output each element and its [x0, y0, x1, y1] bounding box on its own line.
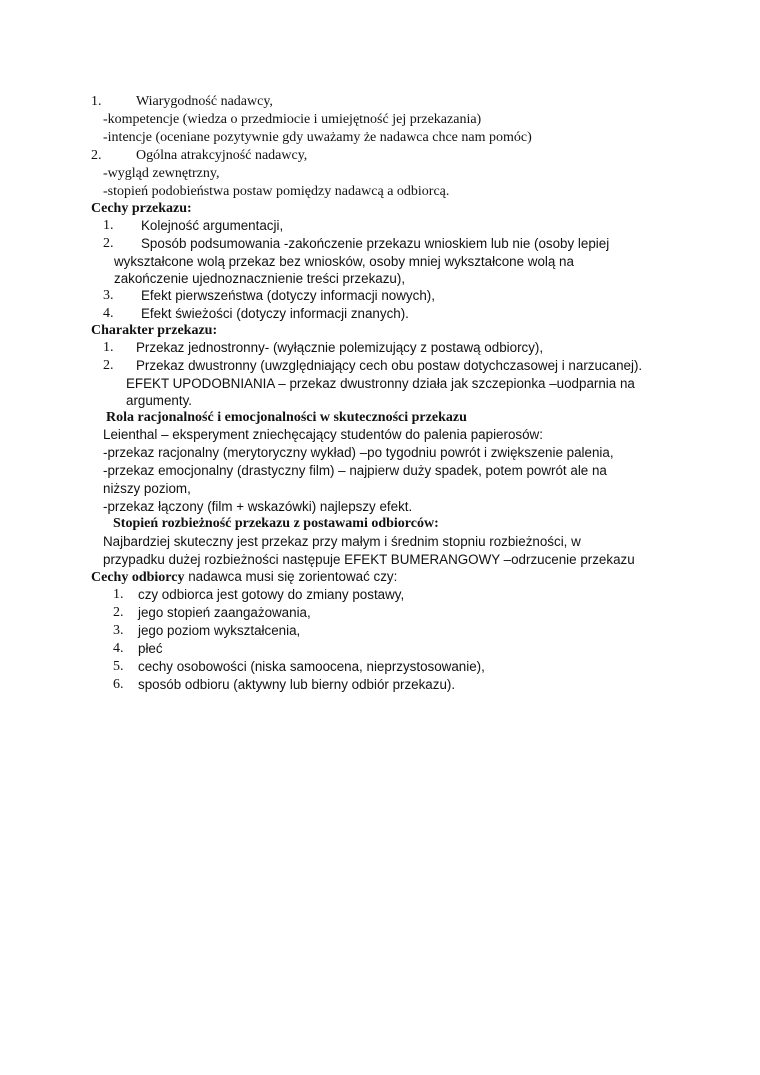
text-line: Najbardziej skuteczny jest przekaz przy małym i średnim stopniu rozbieżności, w: [103, 534, 581, 549]
list-number: 1.: [103, 218, 114, 233]
text-line: -przekaz racjonalny (merytoryczny wykład) –po tygodniu powrót i zwiększenie palenia,: [103, 445, 614, 460]
list-item-text: Efekt świeżości (dotyczy informacji znanych).: [141, 306, 409, 321]
list-number: 1.: [113, 587, 124, 602]
list-item-text: Przekaz jednostronny- (wyłącznie polemizujący z postawą odbiorcy),: [136, 340, 544, 355]
text-line: -kompetencje (wiedza o przedmiocie i umiejętność jej przekazania): [103, 112, 482, 127]
list-item-continuation: wykształcone wolą przekaz bez wniosków, osoby mniej wykształcone wolą na: [114, 254, 574, 269]
text-line: przypadku dużej rozbieżności następuje EFEKT BUMERANGOWY –odrzucenie przekazu: [103, 552, 635, 567]
list-item-text: jego poziom wykształcenia,: [138, 623, 301, 638]
list-number: 6.: [113, 677, 124, 692]
list-number: 2.: [113, 605, 124, 620]
effect-note: EFEKT UPODOBNIANIA – przekaz dwustronny działa jak szczepionka –uodparnia na: [126, 376, 635, 391]
list-number: 5.: [113, 659, 124, 674]
list-item-text: Efekt pierwszeństwa (dotyczy informacji nowych),: [141, 288, 435, 303]
text-line: -przekaz łączony (film + wskazówki) najlepszy efekt.: [103, 499, 413, 514]
text-line: -przekaz emocjonalny (drastyczny film) – najpierw duży spadek, potem powrót ale na: [103, 463, 607, 478]
heading-bold: Cechy odbiorcy: [91, 570, 185, 585]
list-item-text: cechy osobowości (niska samoocena, nieprzystosowanie),: [138, 659, 485, 674]
list-number: 2.: [103, 358, 114, 373]
text-line: Leienthal – eksperyment zniechęcający studentów do palenia papierosów:: [103, 427, 543, 442]
text-line: niższy poziom,: [103, 481, 191, 496]
list-number: 3.: [103, 288, 114, 303]
list-number: 1.: [103, 340, 114, 355]
section-heading: Charakter przekazu:: [91, 323, 218, 338]
effect-note: argumenty.: [126, 393, 192, 408]
section-heading: Stopień rozbieżność przekazu z postawami odbiorców:: [113, 516, 439, 531]
list-item-text: jego stopień zaangażowania,: [138, 605, 311, 620]
text-line: -intencje (oceniane pozytywnie gdy uważamy że nadawca chce nam pomóc): [103, 130, 532, 145]
text-line: -stopień podobieństwa postaw pomiędzy nadawcą a odbiorcą.: [103, 184, 450, 199]
heading-rest: nadawca musi się zorientować czy:: [184, 569, 398, 584]
list-number: 2.: [103, 236, 114, 251]
text-line: -wygląd zewnętrzny,: [103, 166, 220, 181]
list-item-text: Sposób podsumowania -zakończenie przekazu wnioskiem lub nie (osoby lepiej: [141, 236, 610, 251]
list-number: 4.: [113, 641, 124, 656]
list-item-text: Kolejność argumentacji,: [141, 218, 284, 233]
list-item-text: Przekaz dwustronny (uwzględniający cech obu postaw dotychczasowej i narzucanej).: [136, 358, 643, 373]
list-item-text: Wiarygodność nadawcy,: [136, 94, 273, 109]
list-item-text: płeć: [138, 641, 163, 656]
list-item-text: czy odbiorca jest gotowy do zmiany postawy,: [138, 587, 405, 602]
list-item-continuation: zakończenie ujednoznacznienie treści przekazu),: [114, 271, 406, 286]
section-heading: [91, 568, 397, 586]
list-number: 4.: [103, 306, 114, 321]
section-heading: Cechy przekazu:: [91, 201, 192, 216]
list-number: 2.: [91, 148, 102, 163]
list-number: 1.: [91, 94, 102, 109]
section-heading: Rola racjonalność i emocjonalności w skuteczności przekazu: [106, 410, 467, 425]
list-item-text: Ogólna atrakcyjność nadawcy,: [136, 148, 308, 163]
list-item-text: sposób odbioru (aktywny lub bierny odbiór przekazu).: [138, 677, 456, 692]
list-number: 3.: [113, 623, 124, 638]
